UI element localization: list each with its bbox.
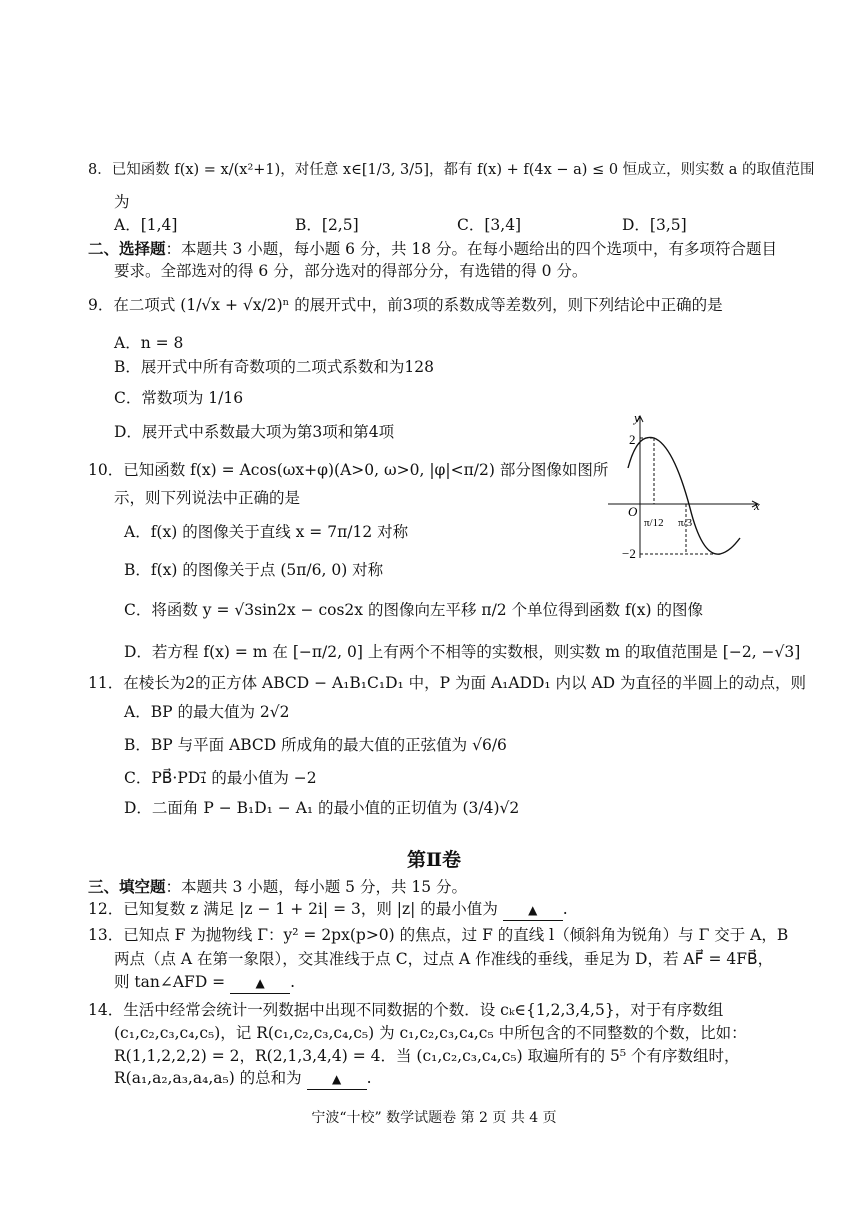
q10-option-b: B．f(x) 的图像关于点 (5π/6, 0) 对称	[124, 561, 384, 579]
q14-line4: R(a₁,a₂,a₃,a₄,a₅) 的总和为 ▲ .	[114, 1068, 372, 1090]
page-footer: 宁波“十校” 数学试题卷 第 2 页 共 4 页	[311, 1110, 557, 1126]
q14-line3: R(1,1,2,2,2) = 2，R(2,1,3,4,4) = 4．当 (c₁,c₂,c₃,c₄,c₅) 取遍所有的 5⁵ 个有序数组时，	[114, 1047, 740, 1065]
q8-option-c: C．[3,4]	[457, 216, 522, 234]
q13-line3: 则 tan∠AFD = ▲ .	[114, 972, 295, 994]
q8-option-b: B．[2,5]	[295, 216, 359, 234]
q14-text4: R(a₁,a₂,a₃,a₄,a₅) 的总和为	[114, 1069, 302, 1087]
q14-line1: 14．生活中经常会统计一列数据中出现不同数据的个数．设 cₖ∈{1,2,3,4,5}，对于有序数组	[88, 1001, 724, 1019]
part2-title: 第Ⅱ卷	[406, 849, 461, 871]
q10-option-a: A．f(x) 的图像关于直线 x = 7π/12 对称	[124, 523, 409, 541]
q14-answer-blank: ▲	[307, 1069, 367, 1090]
x-tick-pi12: π/12	[644, 517, 664, 529]
y-tick-neg2: −2	[622, 546, 636, 561]
q12-answer-blank: ▲	[503, 900, 563, 921]
y-label: y	[634, 410, 640, 425]
section2-heading	[88, 239, 777, 259]
q10-option-c: C．将函数 y = √3sin2x − cos2x 的图像向左平移 π/2 个单位得到函数 f(x) 的图像	[124, 601, 704, 619]
q8-option-d: D．[3,5]	[622, 216, 687, 234]
y-tick-2: 2	[629, 432, 636, 447]
q13-text3: 则 tan∠AFD =	[114, 973, 226, 991]
q9-stem: 9．在二项式 (1/√x + √x/2)ⁿ 的展开式中，前3项的系数成等差数列，则下列结论中正确的是	[88, 296, 723, 314]
q8-line1: 8．已知函数 f(x) = x/(x²+1)，对任意 x∈[1/3, 3/5]，都有 f(x) + f(4x − a) ≤ 0 恒成立，则实数 a 的取值范围	[88, 162, 815, 178]
q10-option-d: D．若方程 f(x) = m 在 [−π/2, 0] 上有两个不相等的实数根，则实数 m 的取值范围是 [−2, −√3]	[124, 643, 801, 661]
origin-label: O	[628, 504, 638, 519]
q11-stem: 11．在棱长为2的正方体 ABCD − A₁B₁C₁D₁ 中，P 为面 A₁ADD₁ 内以 AD 为直径的半圆上的动点，则	[88, 674, 807, 692]
section2-title: 二、选择题	[88, 239, 166, 258]
x-tick-pi3: π/3	[678, 517, 693, 529]
q9-option-c: C．常数项为 1/16	[114, 389, 244, 407]
q13-answer-blank: ▲	[230, 973, 290, 994]
q8-line2: 为	[114, 193, 130, 211]
q10-stem1: 10．已知函数 f(x) = Acos(ωx+φ)(A>0, ω>0, |φ|<π/2) 部分图像如图所	[88, 461, 609, 479]
q9-option-d: D．展开式中系数最大项为第3项和第4项	[114, 423, 395, 441]
q14-line2: (c₁,c₂,c₃,c₄,c₅)，记 R(c₁,c₂,c₃,c₄,c₅) 为 c₁,c₂,c₃,c₄,c₅ 中所包含的不同整数的个数，比如：	[114, 1024, 747, 1042]
cosine-curve	[628, 437, 740, 554]
q10-function-graph	[598, 408, 770, 568]
q8-option-a: A．[1,4]	[114, 216, 178, 234]
q11-option-b: B．BP 与平面 ABCD 所成角的最大值的正弦值为 √6/6	[124, 736, 507, 754]
q12-text: 12．已知复数 z 满足 |z − 1 + 2i| = 3，则 |z| 的最小值为	[88, 900, 498, 918]
q12-line: 12．已知复数 z 满足 |z − 1 + 2i| = 3，则 |z| 的最小值为 ▲ .	[88, 899, 568, 921]
section2-text1: ：本题共 3 小题，每小题 6 分，共 18 分。在每小题给出的四个选项中，有多项符合题目	[165, 240, 778, 258]
q13-line2: 两点（点 A 在第一象限），交其准线于点 C，过点 A 作准线的垂线，垂足为 D，若 AF⃗ = 4FB⃗，	[114, 950, 774, 968]
section2-text2: 要求。全部选对的得 6 分，部分选对的得部分分，有选错的得 0 分。	[114, 262, 588, 280]
section3-text: ：本题共 3 小题，每小题 5 分，共 15 分。	[165, 878, 468, 896]
x-label: x	[754, 498, 760, 513]
q13-line1: 13．已知点 F 为抛物线 Γ：y² = 2px(p>0) 的焦点，过 F 的直线 l（倾斜角为锐角）与 Γ 交于 A，B	[88, 926, 789, 944]
q11-option-a: A．BP 的最大值为 2√2	[124, 703, 290, 721]
section3-heading	[88, 877, 467, 897]
q9-option-a: A．n = 8	[114, 334, 184, 352]
q11-option-d: D．二面角 P − B₁D₁ − A₁ 的最小值的正切值为 (3/4)√2	[124, 799, 520, 817]
q9-option-b: B．展开式中所有奇数项的二项式系数和为128	[114, 358, 434, 376]
q11-option-c: C．PB⃗·PD₁⃗ 的最小值为 −2	[124, 769, 317, 787]
q10-stem2: 示，则下列说法中正确的是	[114, 489, 301, 507]
section3-title: 三、填空题	[88, 877, 166, 896]
